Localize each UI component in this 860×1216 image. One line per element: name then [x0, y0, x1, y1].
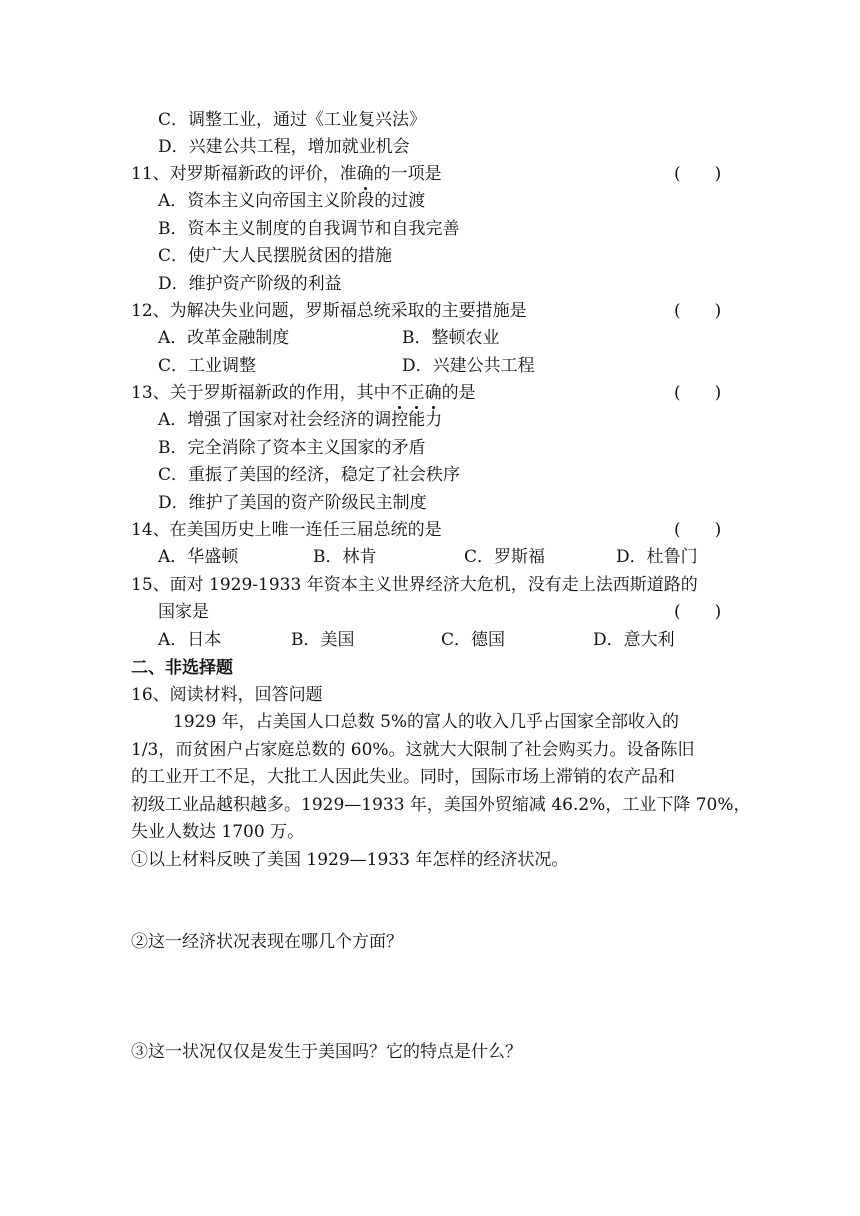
- q16-stem: 16、阅读材料，回答问题: [131, 685, 323, 705]
- q13-option-a: A．增强了国家对社会经济的调控能力: [158, 410, 443, 430]
- q15-option-c: C．德国: [441, 630, 506, 650]
- q16-material-line: 失业人数达 1700 万。: [131, 822, 305, 842]
- q12-option-a: A．改革金融制度: [158, 328, 290, 348]
- q15-option-b: B．美国: [291, 630, 355, 650]
- q16-material-line: 的工业开工不足，大批工人因此失业。同时，国际市场上滞销的农产品和: [131, 767, 675, 787]
- q16-material-line: 1929 年，占美国人口总数 5%的富人的收入几乎占国家全部收入的: [173, 712, 680, 732]
- q13-stem-text: 13、关于罗斯福新政的作用，其中: [131, 383, 391, 403]
- q14-option-b: B．林肯: [313, 547, 377, 567]
- q13-emphasis-char: 确: [424, 383, 442, 403]
- q15-answer-blank: ( ): [674, 602, 722, 622]
- q12-option-c: C．工业调整: [158, 356, 257, 376]
- q11-option-a: A．资本主义向帝国主义阶段的过渡: [158, 191, 426, 211]
- q13-stem: [131, 381, 476, 405]
- q11-stem: [131, 162, 442, 186]
- q10-option-d: D．兴建公共工程，增加就业机会: [158, 137, 410, 157]
- q15-option-a: A．日本: [158, 630, 222, 650]
- q11-emphasis-char: 确: [356, 164, 374, 184]
- q14-answer-blank: ( ): [674, 520, 722, 540]
- q10-option-c: C．调整工业，通过《工业复兴法》: [158, 110, 427, 130]
- q15-stem-line2: 国家是: [158, 602, 209, 622]
- q11-option-d: D．维护资产阶级的利益: [158, 274, 342, 294]
- q14-option-c: C．罗斯福: [464, 547, 546, 567]
- q16-subquestion-3: ③这一状况仅仅是发生于美国吗？它的特点是什么？: [131, 1042, 522, 1062]
- q16-material-line: 初级工业品越积越多。1929—1933 年，美国外贸缩减 46.2%，工业下降 70%，: [131, 795, 751, 815]
- q16-subquestion-2: ②这一经济状况表现在哪几个方面？: [131, 932, 403, 952]
- q14-option-a: A．华盛顿: [158, 547, 239, 567]
- q11-option-c: C．使广大人民摆脱贫困的措施: [158, 246, 393, 266]
- q16-subquestion-1: ①以上材料反映了美国 1929—1933 年怎样的经济状况。: [131, 850, 569, 870]
- q11-answer-blank: ( ): [674, 164, 722, 184]
- q14-option-d: D．杜鲁门: [616, 547, 698, 567]
- q15-stem-line1: 15、面对 1929-1933 年资本主义世界经济大危机，没有走上法西斯道路的: [131, 575, 698, 595]
- q13-emphasis-char: 正: [407, 383, 425, 403]
- q13-answer-blank: ( ): [674, 383, 722, 403]
- q11-stem-tail: 的一项是: [373, 164, 442, 184]
- q13-option-c: C．重振了美国的经济，稳定了社会秩序: [158, 465, 461, 485]
- q12-option-b: B．整顿农业: [402, 328, 500, 348]
- q15-option-d: D．意大利: [593, 630, 675, 650]
- q12-option-d: D．兴建公共工程: [402, 356, 535, 376]
- q13-emphasis-char: 不: [390, 383, 408, 403]
- q12-answer-blank: ( ): [674, 301, 722, 321]
- q11-option-b: B．资本主义制度的自我调节和自我完善: [158, 219, 460, 239]
- q16-material-line: 1/3，而贫困户占家庭总数的 60%。这就大大限制了社会购买力。设备陈旧: [131, 740, 695, 760]
- q14-stem: 14、在美国历史上唯一连任三届总统的是: [131, 520, 442, 540]
- q13-option-d: D．维护了美国的资产阶级民主制度: [158, 493, 427, 513]
- section-heading: 二、非选择题: [131, 658, 233, 678]
- q13-option-b: B．完全消除了资本主义国家的矛盾: [158, 438, 426, 458]
- q11-stem-text: 11、对罗斯福新政的评价，准: [131, 164, 357, 184]
- q13-stem-tail: 的是: [441, 383, 476, 403]
- q12-stem: 12、为解决失业问题，罗斯福总统采取的主要措施是: [131, 301, 527, 321]
